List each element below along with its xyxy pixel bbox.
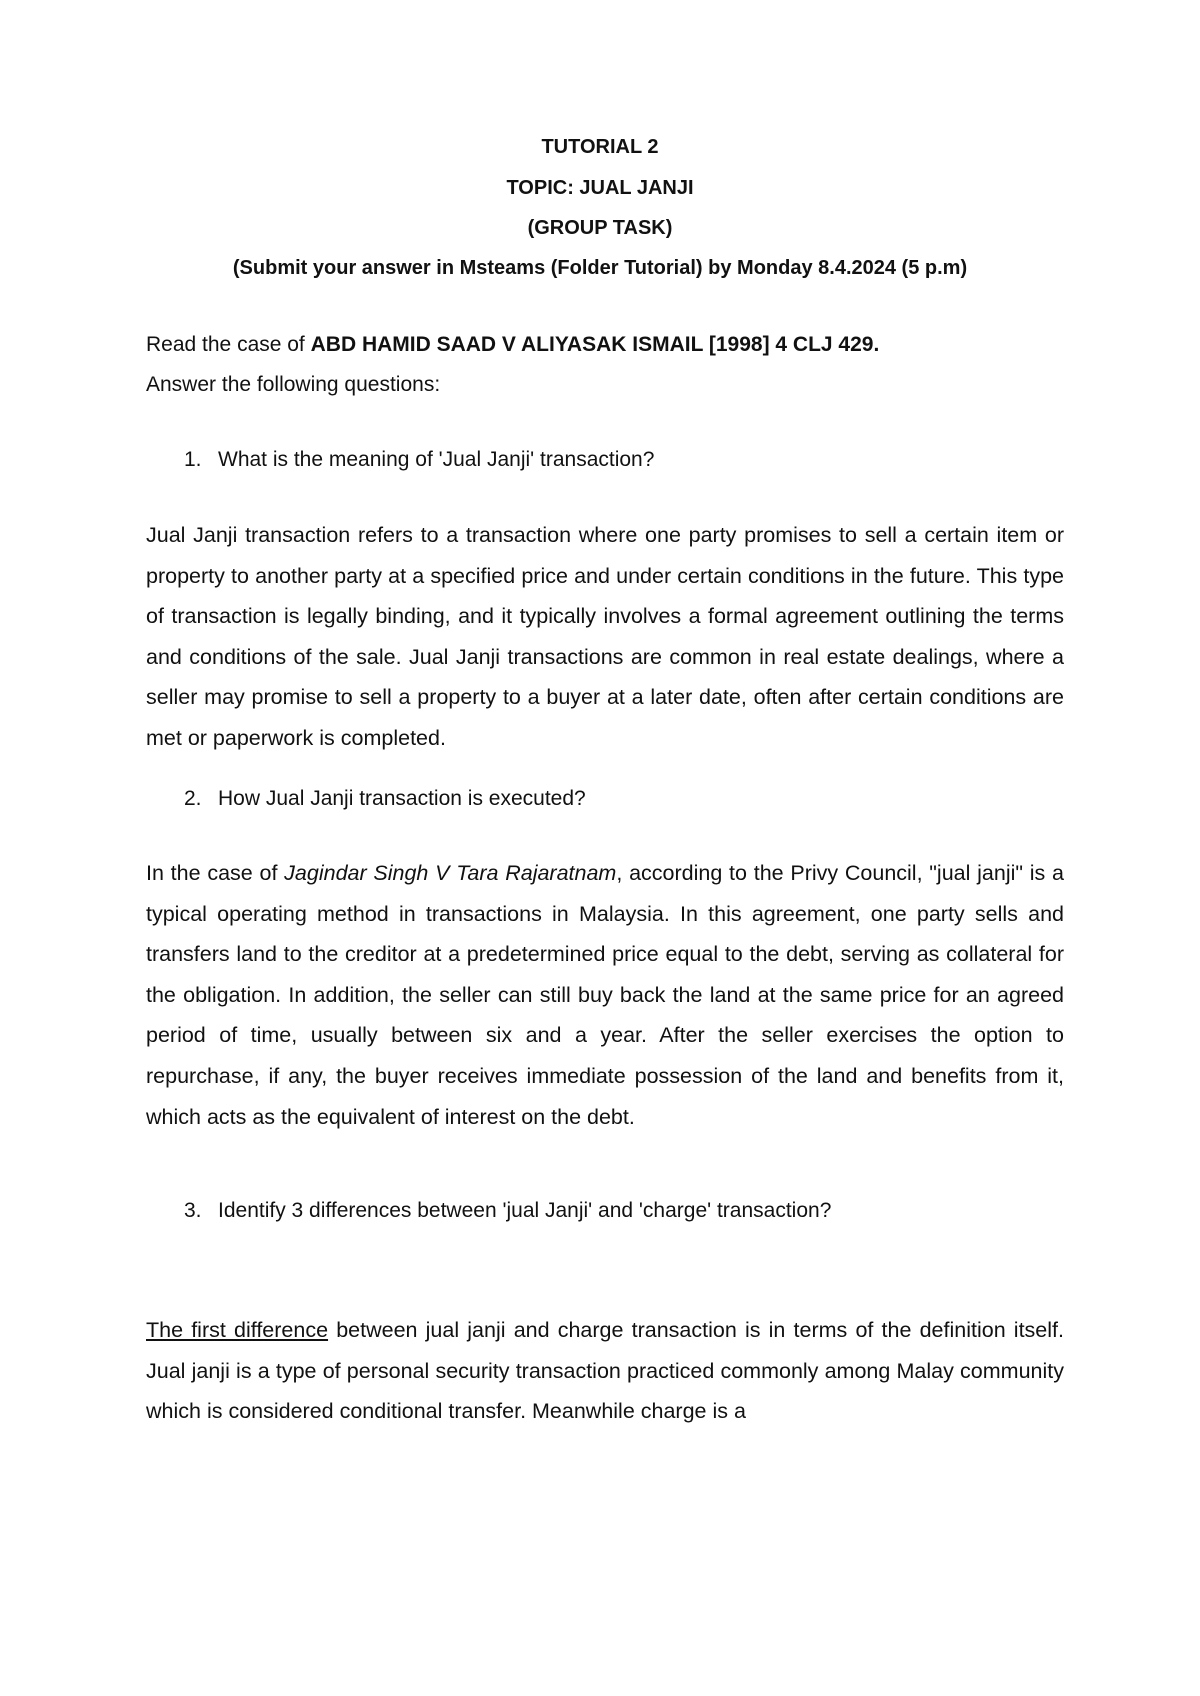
tutorial-title: TUTORIAL 2 [541, 136, 659, 158]
case-reference-suffix: . [873, 333, 880, 356]
answer-3 [146, 1310, 1064, 1432]
question-1 [184, 447, 654, 473]
question-text: Identify 3 differences between 'jual Janji' and 'charge' transaction? [218, 1199, 832, 1222]
question-number: 2. [184, 787, 202, 810]
answer-instruction: Answer the following questions: [146, 373, 441, 396]
case-name: ABD HAMID SAAD V ALIYASAK ISMAIL [1998] 4 CLJ 429 [310, 333, 874, 356]
question-2 [184, 786, 586, 812]
group-task-heading: (GROUP TASK) [527, 217, 673, 239]
cited-case: Jagindar Singh V Tara Rajaratnam [284, 861, 617, 885]
answer-2 [146, 853, 1064, 1137]
case-reference-prefix: Read the case of [146, 333, 311, 356]
question-text: How Jual Janji transaction is executed? [218, 787, 586, 810]
answer-body: between jual janji and charge transaction is in terms of the definition itself. Jual janji is a type of personal security transaction practiced commonly among Malay community which is considered conditional transfer. Meanwhile charge is a [146, 1318, 1064, 1424]
question-text: What is the meaning of 'Jual Janji' transaction? [218, 448, 655, 471]
answer-1: Jual Janji transaction refers to a transaction where one party promises to sell a certain item or property to another party at a specified price and under certain conditions in the future. This type of transaction is legally binding, and it typically involves a formal agreement outlining the terms and conditions of the sale. Jual Janji transactions are common in real estate dealings, where a seller may promise to sell a property to a buyer at a later date, often after certain conditions are met or paperwork is completed. [146, 523, 1064, 750]
underlined-lead: The first difference [146, 1318, 329, 1342]
answer-body: , according to the Privy Council, "jual janji" is a typical operating method in transactions in Malaysia. In this agreement, one party sells and transfers land to the creditor at a predetermined price equal to the debt, serving as collateral for the obligation. In addition, the seller can still buy back the land at the same price for an agreed period of time, usually between six and a year. After the seller exercises the option to repurchase, if any, the buyer receives immediate possession of the land and benefits from it, which acts as the equivalent of interest on the debt. [146, 861, 1065, 1129]
question-3 [184, 1198, 831, 1224]
submission-instruction: (Submit your answer in Msteams (Folder Tutorial) by Monday 8.4.2024 (5 p.m) [232, 257, 968, 279]
case-reference-line [146, 332, 879, 358]
question-number: 3. [184, 1199, 202, 1222]
answer-prefix: In the case of [146, 861, 285, 885]
question-number: 1. [184, 448, 202, 471]
topic-heading: TOPIC: JUAL JANJI [506, 177, 694, 199]
